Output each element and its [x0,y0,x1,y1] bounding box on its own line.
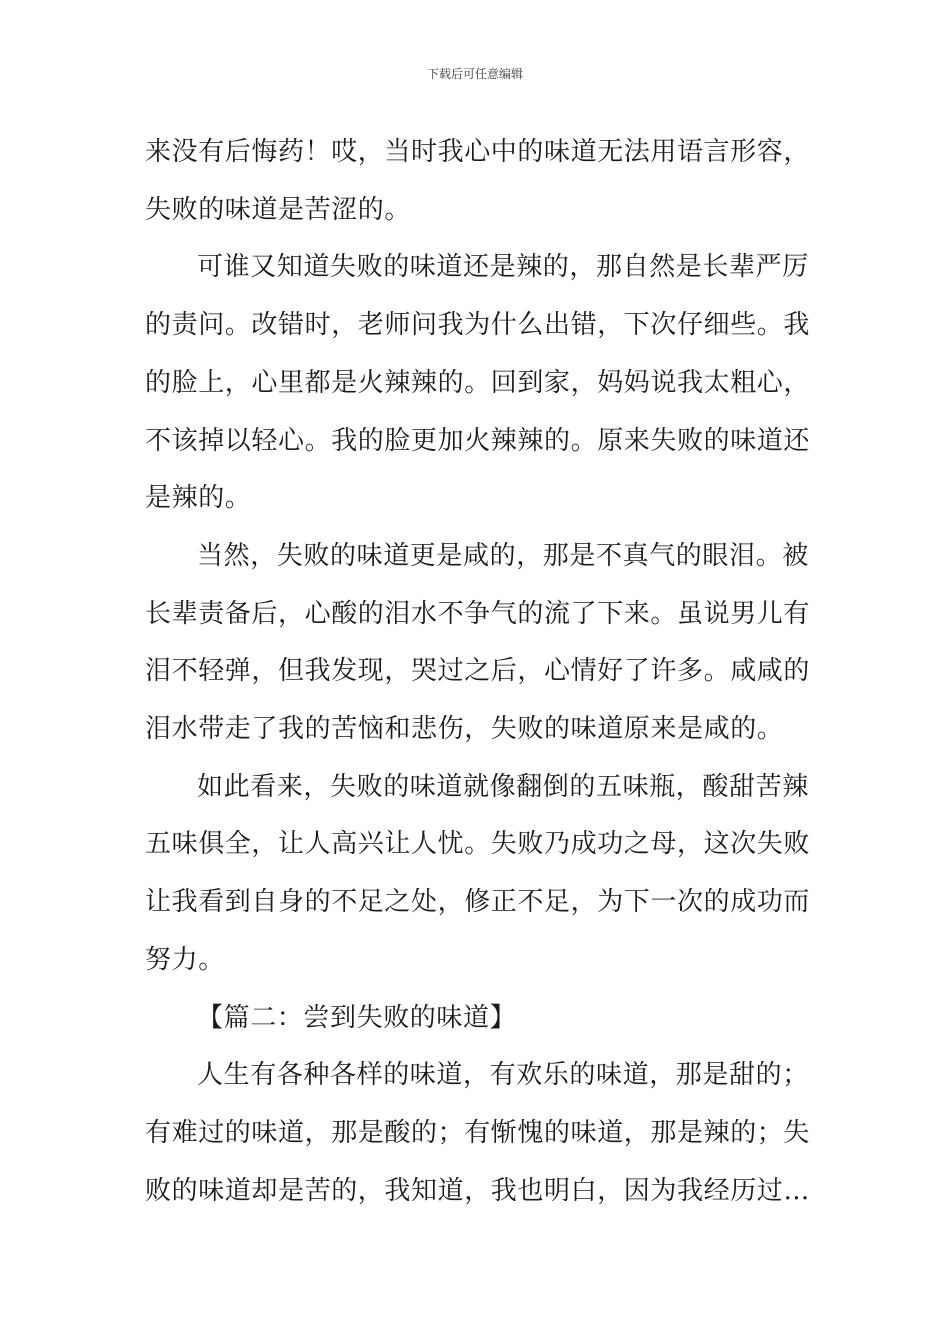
text-line: 的脸上，心里都是火辣辣的。回到家，妈妈说我太粗心， [145,367,811,398]
text-line: 当然，失败的味道更是咸的，那是不真气的眼泪。被 [197,540,809,571]
text-line: 有难过的味道，那是酸的；有惭愧的味道，那是辣的；失 [145,1117,811,1148]
paragraph-1 [145,124,809,239]
text-line: 来没有后悔药！哎，当时我心中的味道无法用语言形容， [145,137,811,167]
text-line: 让我看到自身的不足之处，修正不足，为下一次的成功而 [145,887,811,918]
text-line: 的责问。改错时，老师问我为什么出错，下次仔细些。我 [145,310,811,341]
section-title: 【篇二：尝到失败的味道】 [197,1002,517,1033]
text-line: 泪水带走了我的苦恼和悲伤，失败的味道原来是咸的。 [145,714,784,745]
text-line: 败的味道却是苦的，我知道，我也明白，因为我经历过… [145,1175,811,1206]
text-line: 努力。 [145,944,225,975]
paragraph-3 [145,528,809,759]
text-line: 五味俱全，让人高兴让人忧。失败乃成功之母，这次失败 [145,829,811,860]
section-heading [145,990,809,1048]
text-line: 泪不轻弹，但我发现，哭过之后，心情好了许多。咸咸的 [145,656,811,687]
text-line: 不该掉以轻心。我的脸更加火辣辣的。原来失败的味道还 [145,425,811,456]
text-line: 人生有各种各样的味道，有欢乐的味道，那是甜的； [197,1060,809,1091]
text-line: 长辈责备后，心酸的泪水不争气的流了下来。虽说男儿有 [145,598,811,629]
text-line: 失败的味道是苦涩的。 [145,194,412,225]
paragraph-4 [145,759,809,990]
text-line: 是辣的。 [145,483,252,514]
paragraph-5 [145,1047,809,1220]
page-header: 下载后可任意编辑 [426,67,523,81]
text-line: 如此看来，失败的味道就像翻倒的五味瓶，酸甜苦辣 [197,771,809,802]
text-line: 可谁又知道失败的味道还是辣的，那自然是长辈严厉 [197,252,809,283]
document-body [145,124,809,1220]
paragraph-2 [145,239,809,528]
